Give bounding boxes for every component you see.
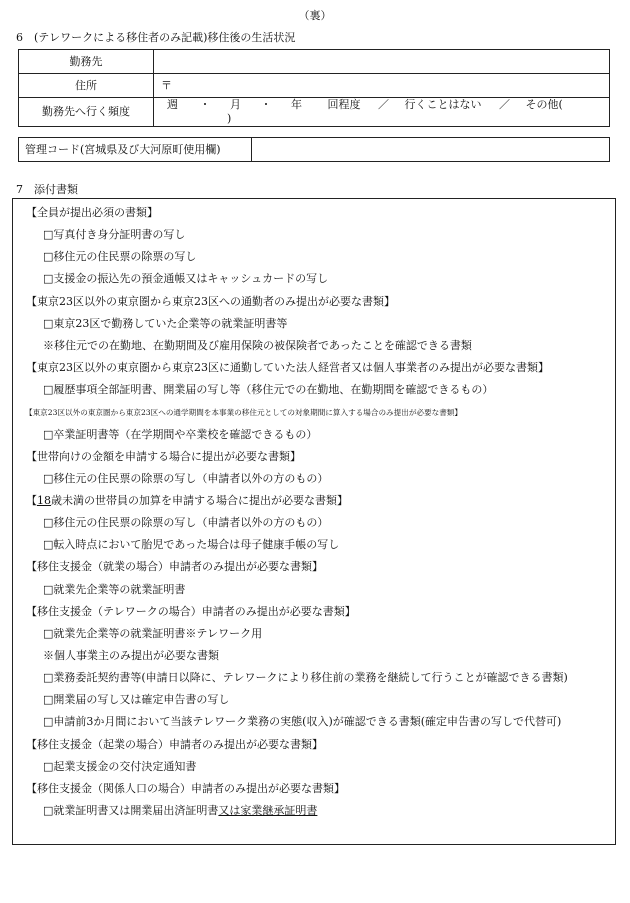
- checklist-item: □就業先企業等の就業証明書: [43, 582, 186, 596]
- freq-times: 回程度: [327, 98, 361, 111]
- section-6-title: 6 (テレワークによる移住者のみ記載)移住後の生活状況: [16, 31, 296, 44]
- table-row: [19, 98, 610, 127]
- freq-week: 週: [167, 98, 178, 111]
- living-status-table: [18, 49, 610, 127]
- checklist-item: □転入時点において胎児であった場合は母子健康手帳の写し: [43, 538, 340, 552]
- document-category-header: 【東京23区以外の東京圏から東京23区に通勤していた法人経営者又は個人事業者のみ提出が必要な書類】: [26, 361, 549, 375]
- freq-other-close: ): [227, 111, 232, 125]
- checklist-item: □就業先企業等の就業証明書※テレワーク用: [43, 626, 263, 640]
- document-category-header: 【移住支援金（テレワークの場合）申請者のみ提出が必要な書類】: [26, 604, 356, 618]
- freq-never: 行くことはない: [404, 98, 482, 111]
- checklist-item: ※移住元での在勤地、在勤期間及び雇用保険の被保険者であったことを確認できる書類: [43, 338, 472, 352]
- page-label: （裏）: [298, 9, 332, 22]
- freq-separator: ／: [499, 98, 510, 111]
- checklist-item: [43, 804, 317, 818]
- attachments-box: [12, 198, 616, 845]
- checklist-item: □支援金の振込先の預金通帳又はキャッシュカードの写し: [43, 272, 329, 286]
- freq-month: 月: [230, 98, 241, 111]
- frequency-field[interactable]: [154, 98, 610, 127]
- item-text: □就業証明書又は開業届出済証明書: [43, 804, 219, 818]
- document-category-header: 【東京23区以外の東京圏から東京23区への通学期間を本事業の移住元としての対象期間に算入する場合のみ提出が必要な書類】: [25, 408, 462, 418]
- document-category-header: 【全員が提出必須の書類】: [26, 206, 158, 219]
- row-label-address: 住所: [19, 74, 154, 98]
- document-category-header: 【移住支援金（起業の場合）申請者のみ提出が必要な書類】: [26, 737, 323, 751]
- checklist-item: □履歴事項全部証明書、開業届の写し等（移住元での在勤地、在勤期間を確認できるもの）: [43, 383, 494, 397]
- checklist-item: □写真付き身分証明書の写し: [43, 228, 186, 242]
- checklist-item: □開業届の写し又は確定申告書の写し: [43, 693, 230, 707]
- section-7-title: 7 添付書類: [16, 183, 78, 196]
- freq-dot: ・: [260, 98, 272, 111]
- checklist-item: □起業支援金の交付決定通知書: [43, 759, 197, 773]
- checklist-item: □東京23区で勤務していた企業等の就業証明書等: [43, 316, 288, 330]
- document-category-header: [26, 494, 348, 508]
- management-code-field[interactable]: [252, 138, 610, 162]
- document-category-header: 【東京23区以外の東京圏から東京23区への通勤者のみ提出が必要な書類】: [26, 294, 395, 308]
- management-code-table: [18, 137, 610, 162]
- checklist-item: □申請前3か月間において当該テレワーク業務の実態(収入)が確認できる書類(確定申告書の写しで代替可): [43, 715, 562, 729]
- item-text-underlined: 又は家業継承証明書: [218, 804, 318, 818]
- address-field[interactable]: 〒: [154, 74, 610, 98]
- document-category-header: 【世帯向けの金額を申請する場合に提出が必要な書類】: [26, 449, 301, 463]
- checklist-item: □業務委託契約書等(申請日以降に、テレワークにより移住前の業務を継続して行うことが確認できる書類): [43, 671, 568, 685]
- age-number: 18: [37, 493, 51, 507]
- freq-year: 年: [291, 98, 302, 111]
- management-code-label: 管理コード(宮城県及び大河原町使用欄): [19, 138, 252, 162]
- document-category-header: 【移住支援金（就業の場合）申請者のみ提出が必要な書類】: [26, 560, 323, 574]
- checklist-item: ※個人事業主のみ提出が必要な書類: [43, 649, 219, 662]
- checklist-item: □移住元の住民票の除票の写し（申請者以外の方のもの）: [43, 516, 329, 530]
- header-text: 歳未満の世帯員の加算を申請する場合に提出が必要な書類】: [51, 493, 348, 507]
- freq-dot: ・: [199, 98, 211, 111]
- checklist-item: □移住元の住民票の除票の写し（申請者以外の方のもの）: [43, 471, 329, 485]
- freq-other-open: その他(: [525, 98, 563, 111]
- row-label-workplace: 勤務先: [19, 50, 154, 74]
- table-row: [19, 50, 610, 74]
- table-row: [19, 138, 610, 162]
- freq-separator: ／: [378, 98, 389, 111]
- document-category-header: 【移住支援金（関係人口の場合）申請者のみ提出が必要な書類】: [26, 781, 345, 795]
- row-label-frequency: 勤務先へ行く頻度: [19, 98, 154, 127]
- bracket: 【: [26, 493, 37, 507]
- checklist-item: □卒業証明書等（在学期間や卒業校を確認できるもの）: [43, 427, 318, 441]
- workplace-field[interactable]: [154, 50, 610, 74]
- table-row: [19, 74, 610, 98]
- checklist-item: □移住元の住民票の除票の写し: [43, 250, 197, 264]
